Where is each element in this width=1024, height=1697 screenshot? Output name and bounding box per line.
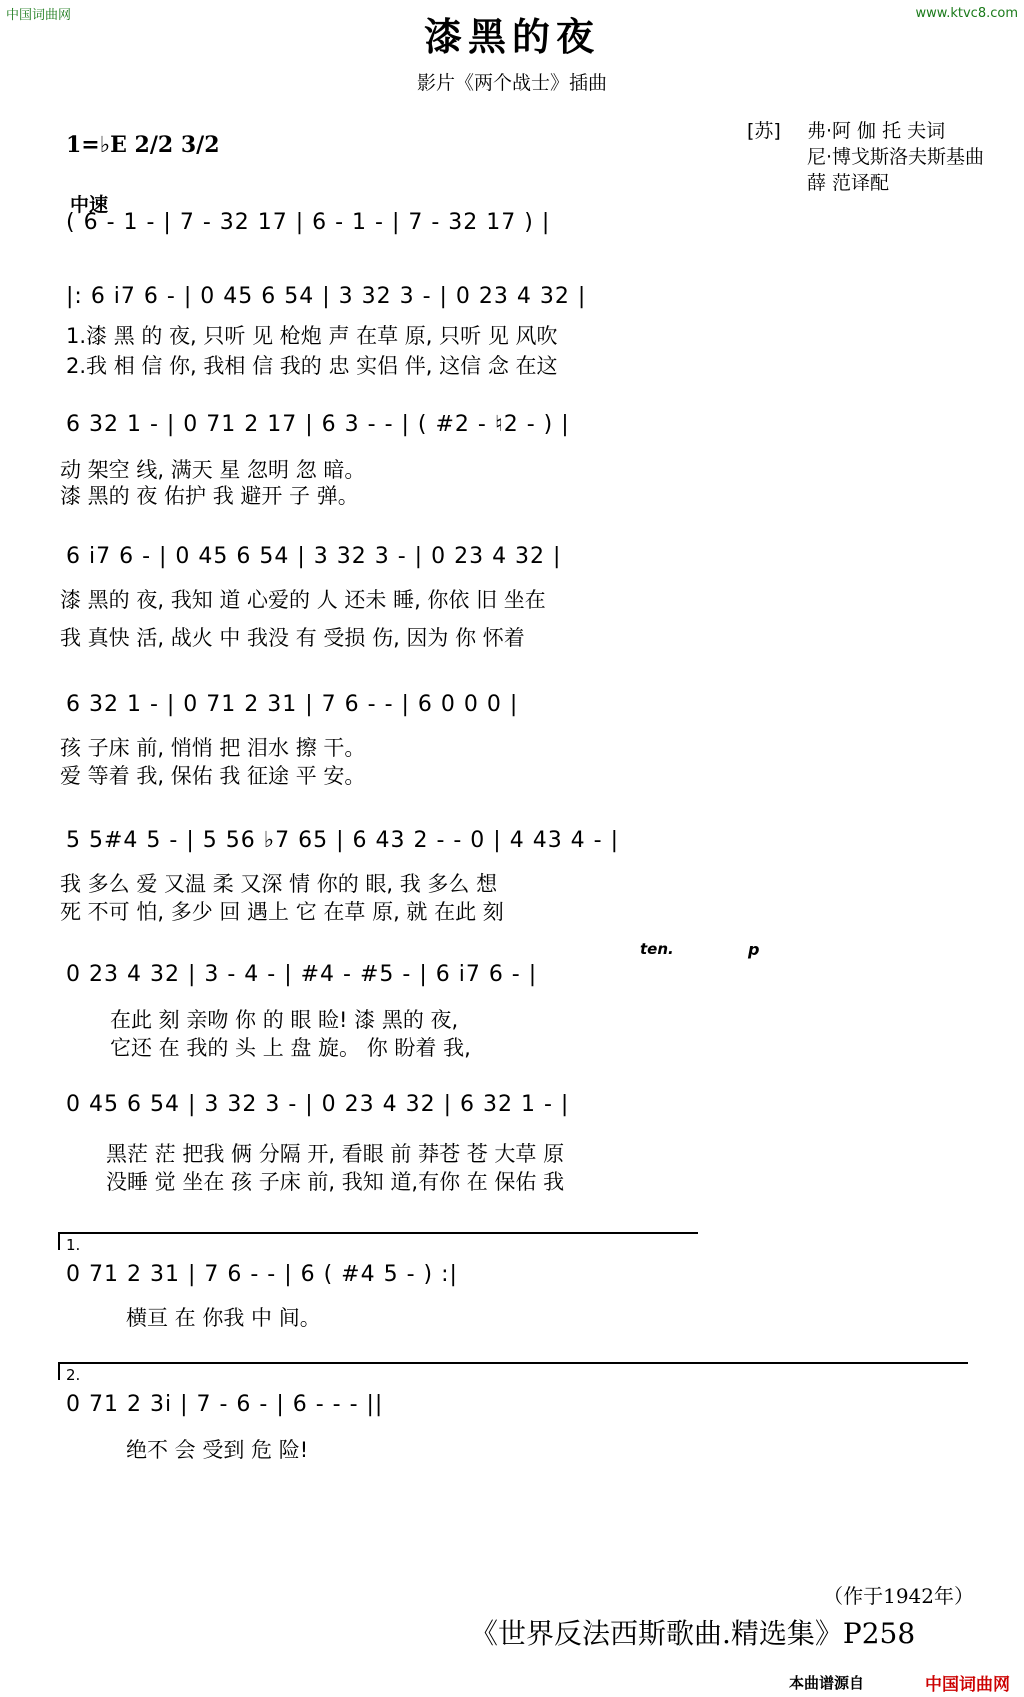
lyric-row-5-verse-2: 死 不可 怕, 多少 回 遇上 它 在草 原, 就 在此 刻 [60,900,504,924]
score-row-intro: ( 6 - 1 - | 7 - 32 17 | 6 - 1 - | 7 - 32 17 ) | [66,210,551,235]
score-row-8-first-ending: 0 71 2 31 | 7 6 - - | 6 ( #4 5 - ) :| [66,1262,458,1287]
lyric-row-3-verse-2: 我 真快 活, 战火 中 我没 有 受损 伤, 因为 你 怀着 [60,626,525,650]
score-row-5: 5 5#4 5 - | 5 56 ♭7 65 | 6 43 2 - - 0 | 4 43 4 - | [66,828,620,853]
volta-1-bracket-left [58,1232,60,1250]
lyric-row-1-verse-2: 2.我 相 信 你, 我相 信 我的 忠 实侣 伴, 这信 念 在这 [66,354,558,378]
lyric-row-9: 绝不 会 受到 危 险! [126,1438,309,1462]
lyric-row-6-verse-2: 它还 在 我的 头 上 盘 旋。 你 盼着 我, [110,1036,471,1060]
lyric-row-3-verse-1: 漆 黑的 夜, 我知 道 心爱的 人 还未 睡, 你依 旧 坐在 [60,588,546,612]
lyric-row-6-verse-1: 在此 刻 亲吻 你 的 眼 睑! 漆 黑的 夜, [110,1008,459,1032]
lyric-row-2-verse-2: 漆 黑的 夜 佑护 我 避开 子 弹。 [60,484,359,508]
score-row-4: 6 32 1 - | 0 71 2 31 | 7 6 - - | 6 0 0 0 | [66,692,519,717]
key-signature: 1=♭E 2/2 3/2 [66,132,220,158]
lyric-row-5-verse-1: 我 多么 爱 又温 柔 又深 情 你的 眼, 我 多么 想 [60,872,498,896]
credits [746,118,984,196]
lyric-row-4-verse-1: 孩 子床 前, 悄悄 把 泪水 擦 干。 [60,736,366,760]
tenuto-mark: ten. [640,940,674,958]
source-citation: 《世界反法西斯歌曲.精选集》P258 [470,1617,916,1650]
watermark-left: 中国词曲网 [6,8,72,23]
lyric-row-1-verse-1: 1.漆 黑 的 夜, 只听 见 枪炮 声 在草 原, 只听 见 风吹 [66,324,558,348]
song-title: 漆黑的夜 [423,14,600,59]
composer-credit: 尼·博戈斯洛夫斯基曲 [806,146,984,168]
score-row-6: 0 23 4 32 | 3 - 4 - | #4 - #5 - | 6 i7 6 - | [66,962,538,987]
composition-date: （作于1942年） [823,1584,974,1608]
score-row-9-second-ending: 0 71 2 3i | 7 - 6 - | 6 - - - || [66,1392,384,1417]
lyricist-credit: 弗·阿 伽 托 夫词 [806,120,946,142]
score-row-2: 6 32 1 - | 0 71 2 17 | 6 3 - - | ( #2 - ♮2 - ) | [66,412,570,437]
volta-1-bracket-top [58,1232,698,1234]
score-row-3: 6 i7 6 - | 0 45 6 54 | 3 32 3 - | 0 23 4 32 | [66,544,562,569]
lyric-row-7-verse-2: 没睡 觉 坐在 孩 子床 前, 我知 道,有你 在 保佑 我 [106,1170,565,1194]
watermark-right: www.ktvc8.com [915,6,1018,21]
volta-2-bracket-top [58,1362,968,1364]
volta-1-label: 1. [66,1236,81,1254]
footer-site-logo: 中国词曲网 [925,1675,1010,1695]
score-row-1: |: 6 i7 6 - | 0 45 6 54 | 3 32 3 - | 0 23 4 32 | [66,284,587,309]
piano-dynamic-mark: p [748,940,760,959]
credits-bracket: [苏] [746,120,781,142]
arranger-credit: 薛 范译配 [806,172,889,194]
tempo-marking: 中速 [70,194,109,216]
lyric-row-8: 横亘 在 你我 中 间。 [126,1306,321,1330]
lyric-row-4-verse-2: 爱 等着 我, 保佑 我 征途 平 安。 [60,764,366,788]
lyric-row-2-verse-1: 动 架空 线, 满天 星 忽明 忽 暗。 [60,458,366,482]
footer-source-label: 本曲谱源自 [788,1674,864,1692]
volta-2-label: 2. [66,1366,81,1384]
song-subtitle: 影片《两个战士》插曲 [416,72,607,94]
lyric-row-7-verse-1: 黑茫 茫 把我 俩 分隔 开, 看眼 前 莽苍 苍 大草 原 [106,1142,565,1166]
score-row-7: 0 45 6 54 | 3 32 3 - | 0 23 4 32 | 6 32 1 - | [66,1092,570,1117]
volta-2-bracket-left [58,1362,60,1380]
